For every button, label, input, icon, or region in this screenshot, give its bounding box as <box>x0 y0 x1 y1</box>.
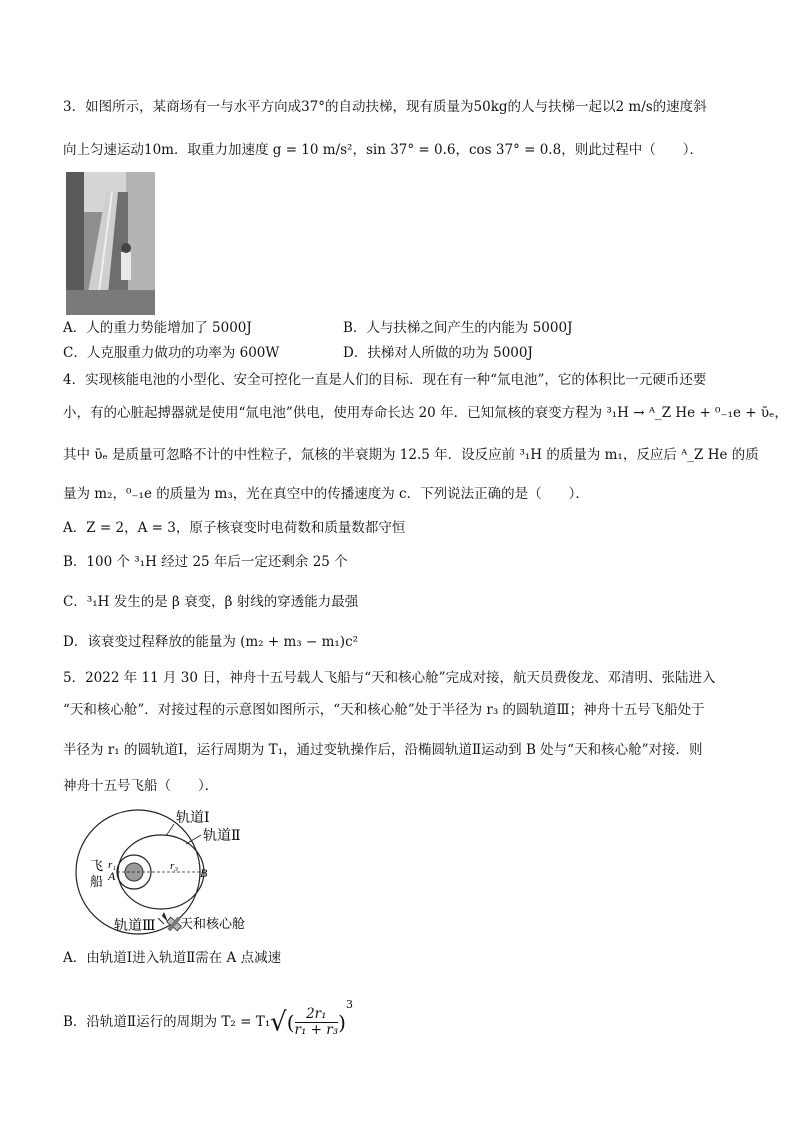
escalator-photo <box>66 172 155 315</box>
orbit-3-label: 轨道Ⅲ <box>114 919 156 934</box>
q5-option-b-denominator: r₁ + r₃ <box>294 1022 339 1038</box>
point-a-label: A <box>108 869 116 883</box>
point-b-label: B <box>200 866 208 880</box>
q5-option-b-numerator: 2r₁ <box>295 1007 339 1023</box>
q3-option-a: A．人的重力势能增加了 5000J <box>63 320 252 336</box>
r1-label: r₁ <box>108 859 117 871</box>
q4-stem-line2: 小，有的心脏起搏器就是使用“氚电池”供电，使用寿命长达 20 年．已知氚核的衰变方程为 ³₁H → ᴬ_Z He + ⁰₋₁e + ῡₑ， <box>63 405 788 421</box>
q4-stem-line4: 量为 m₂，⁰₋₁e 的质量为 m₃，光在真空中的传播速度为 c．下列说法正确的是（ ）． <box>63 486 589 502</box>
q3-option-b: B．人与扶梯之间产生的内能为 5000J <box>343 320 573 336</box>
q4-stem-line3: 其中 ῡₑ 是质量可忽略不计的中性粒子，氚核的半衰期为 12.5 年．设反应前 ³₁H 的质量为 m₁，反应后 ᴬ_Z He 的质 <box>63 447 759 463</box>
q4-stem-line1: 4．实现核能电池的小型化、安全可控化一直是人们的目标．现在有一种“氚电池”，它的体积比一元硬币还要 <box>63 372 707 388</box>
q5-option-b: B．沿轨道Ⅱ运行的周期为 T₂ = T₁√( $\frac{\text{2r₁}}{\text{r₁ + r₃}}$ )$^3$ <box>63 998 353 1038</box>
q3-option-d: D．扶梯对人所做的功为 5000J <box>343 345 533 361</box>
q4-option-d: D．该衰变过程释放的能量为 (m₂ + m₃ − m₁)c² <box>63 634 359 650</box>
q5-option-b-exponent: 3 <box>345 998 353 1011</box>
q3-stem-line2: 向上匀速运动10m．取重力加速度 g = 10 m/s²，sin 37° = 0.6，cos 37° = 0.8，则此过程中（ ）． <box>63 142 703 158</box>
orbit-diagram <box>66 800 286 940</box>
q4-option-b: B．100 个 ³₁H 经过 25 年后一定还剩余 25 个 <box>63 554 348 570</box>
q5-stem-line1: 5．2022 年 11 月 30 日，神舟十五号载人飞船与“天和核心舱”完成对接，航天员费俊龙、邓清明、张陆进入 <box>63 670 716 686</box>
q5-option-a: A．由轨道Ⅰ进入轨道Ⅱ需在 A 点减速 <box>63 950 282 966</box>
q5-option-b-prefix: B．沿轨道Ⅱ运行的周期为 T₂ = T₁ <box>63 1014 271 1030</box>
q3-stem-line1: 3．如图所示，某商场有一与水平方向成37°的自动扶梯，现有质量为50kg的人与扶梯一起以2 m/s的速度斜 <box>63 99 707 115</box>
orbit-2-label: 轨道Ⅱ <box>203 829 241 844</box>
q5-option-b-fraction <box>295 1007 339 1038</box>
orbit-1-label: 轨道Ⅰ <box>176 811 210 826</box>
q5-stem-line3: 半径为 r₁ 的圆轨道Ⅰ，运行周期为 T₁，通过变轨操作后，沿椭圆轨道Ⅱ运动到 B 处与“天和核心舱”对接．则 <box>63 742 703 758</box>
ship-label-1: 飞 <box>90 858 104 873</box>
station-label: 天和核心舱 <box>180 916 246 931</box>
q3-option-c: C．人克服重力做功的功率为 600W <box>63 345 280 361</box>
q5-stem-line4: 神舟十五号飞船（ ）． <box>63 778 219 794</box>
q4-option-c: C．³₁H 发生的是 β 衰变，β 射线的穿透能力最强 <box>63 594 359 610</box>
r3-label: r₃ <box>170 860 179 872</box>
q5-stem-line2: “天和核心舱”．对接过程的示意图如图所示，“天和核心舱”处于半径为 r₃ 的圆轨道Ⅲ；神舟十五号飞船处于 <box>63 702 705 718</box>
q4-option-a: A．Z = 2，A = 3，原子核衰变时电荷数和质量数都守恒 <box>63 520 406 536</box>
ship-label-2: 船 <box>90 874 104 889</box>
